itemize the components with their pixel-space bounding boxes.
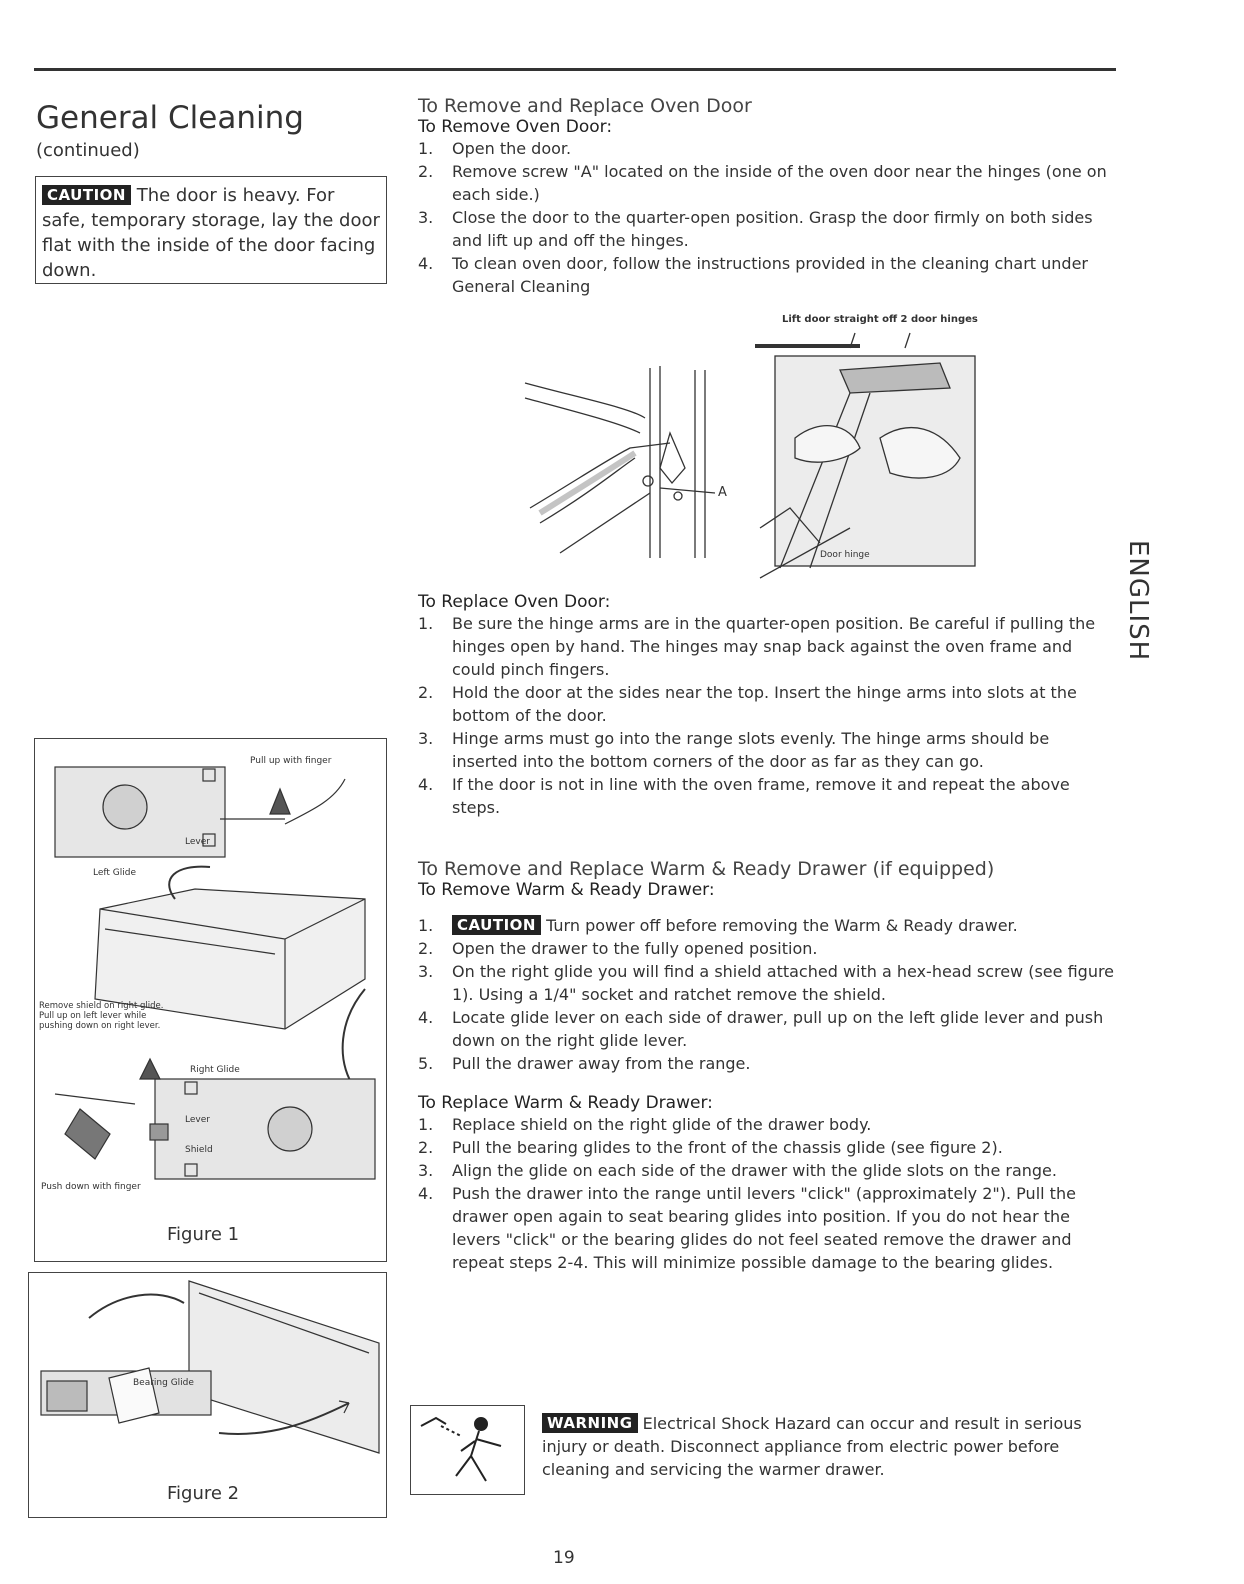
- caution-text: The door is heavy. For safe, temporary storage, lay the door flat with the inside of the door facing down.: [42, 185, 380, 281]
- list-item: 2. Hold the door at the sides near the top. Insert the hinge arms into slots at the bottom of the door.: [418, 683, 1077, 725]
- right-glide-label: Right Glide: [190, 1065, 240, 1075]
- list-item: 2. Pull the bearing glides to the front of the chassis glide (see figure 2).: [418, 1138, 1003, 1157]
- list-item: 2. Remove screw "A" located on the inside of the oven door near the hinges (one on each side.): [418, 162, 1107, 204]
- caution-box: [35, 176, 387, 284]
- figure-1-caption: Figure 1: [167, 1224, 240, 1245]
- page-subtitle: (continued): [36, 140, 140, 161]
- drawer-heading: To Remove and Replace Warm & Ready Drawer (if equipped): [418, 858, 995, 880]
- screw-a-label: A: [718, 485, 727, 500]
- list-item: 3. Align the glide on each side of the drawer with the glide slots on the range.: [418, 1161, 1057, 1180]
- lever-label: Lever: [185, 837, 210, 847]
- replace-oven-door-heading: To Replace Oven Door:: [418, 592, 611, 612]
- remove-drawer-heading: To Remove Warm & Ready Drawer:: [418, 880, 715, 900]
- english-label: ENGLISH: [1123, 540, 1153, 662]
- list-item: 3. Close the door to the quarter-open position. Grasp the door firmly on both sides and lift up and off the hinges.: [418, 208, 1093, 250]
- list-item: 1. Be sure the hinge arms are in the quarter-open position. Be careful if pulling the hinges open by hand. The hinges may snap back against the oven frame and could pinch fingers.: [418, 614, 1096, 679]
- door-hinge-label: Door hinge: [820, 550, 870, 560]
- figure-2-caption: Figure 2: [167, 1483, 240, 1504]
- warning-text: WARNING Electrical Shock Hazard can occur and result in serious injury or death. Disconnect appliance from electric power before cleaning and servicing the warmer drawer.: [542, 1414, 1082, 1479]
- oven-door-remove-section: [418, 95, 1118, 298]
- page-title: General Cleaning: [36, 100, 304, 136]
- oven-door-replace-section: [418, 592, 1118, 819]
- list-item: 4. Push the drawer into the range until levers "click" (approximately 2"). Pull the drawer open again to seat bearing glides into position. If you do not hear the levers "click" or the bearing glides do not feel seated remove the drawer and repeat steps 2-4. This will minimize possible damage to the bearing glides.: [418, 1184, 1076, 1272]
- list-item: 1. Open the door.: [418, 139, 572, 158]
- warning-badge: WARNING: [542, 1413, 638, 1433]
- oven-door-heading: To Remove and Replace Oven Door: [418, 95, 752, 117]
- list-item: 4. To clean oven door, follow the instructions provided in the cleaning chart under General Cleaning: [418, 254, 1088, 296]
- pull-up-label: Pull up with finger: [250, 756, 332, 766]
- drawer-section: [418, 858, 1118, 1274]
- list-item: 3. Hinge arms must go into the range slots evenly. The hinge arms should be inserted into the bottom corners of the door as far as they can go.: [418, 729, 1050, 771]
- list-item: 4. Locate glide lever on each side of drawer, pull up on the left glide lever and push down on the right glide lever.: [418, 1008, 1104, 1050]
- figure-1: [34, 738, 387, 1262]
- left-glide-label: Left Glide: [93, 868, 137, 878]
- top-rule: [34, 68, 1116, 71]
- figure-2-drawing: [29, 1273, 386, 1473]
- page-number: 19: [553, 1548, 575, 1568]
- replace-drawer-heading: To Replace Warm & Ready Drawer:: [418, 1093, 713, 1113]
- electrical-shock-icon: [411, 1406, 524, 1494]
- remove-drawer-steps: [418, 914, 1118, 1075]
- bearing-glide-label: Bearing Glide: [133, 1378, 194, 1388]
- list-item: 5. Pull the drawer away from the range.: [418, 1054, 751, 1073]
- list-item: 1. Replace shield on the right glide of the drawer body.: [418, 1115, 872, 1134]
- figure-1-drawing: [35, 739, 386, 1219]
- list-item: 4. If the door is not in line with the oven frame, remove it and repeat the above steps.: [418, 775, 1070, 817]
- shield-label: Shield: [185, 1145, 213, 1155]
- caution-badge: CAUTION: [42, 185, 131, 205]
- push-down-label: Push down with finger: [41, 1182, 141, 1192]
- caution-badge: CAUTION: [452, 915, 541, 935]
- oven-door-illustration: [520, 308, 1020, 588]
- remove-shield-label: Remove shield on right glide. Pull up on left lever while pushing down on right lever.: [39, 1001, 164, 1031]
- figure-2: [28, 1272, 387, 1518]
- list-item: 1. CAUTION Turn power off before removing the Warm & Ready drawer.: [418, 916, 1018, 935]
- list-item: 2. Open the drawer to the fully opened position.: [418, 939, 818, 958]
- replace-drawer-steps: [418, 1113, 1118, 1274]
- warning-icon-box: [410, 1405, 525, 1495]
- remove-oven-door-steps: [418, 137, 1118, 298]
- lift-door-caption: Lift door straight off 2 door hinges: [782, 314, 978, 325]
- list-item: 3. On the right glide you will find a shield attached with a hex-head screw (see figure 1). Using a 1/4" socket and ratchet remove the shield.: [418, 962, 1115, 1004]
- lever-label-2: Lever: [185, 1115, 210, 1125]
- replace-oven-door-steps: [418, 612, 1118, 819]
- remove-oven-door-heading: To Remove Oven Door:: [418, 117, 613, 137]
- english-side-tab: [1120, 530, 1160, 670]
